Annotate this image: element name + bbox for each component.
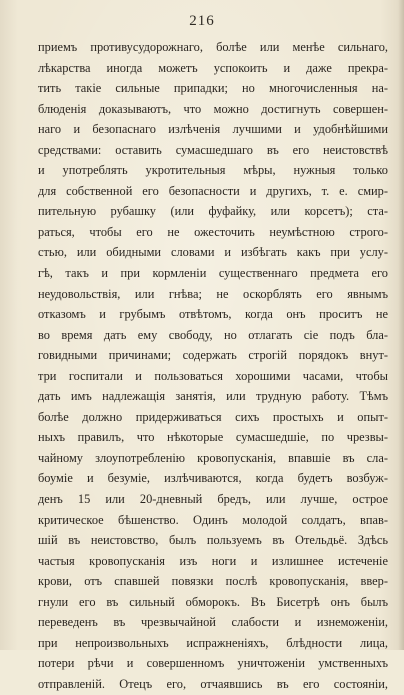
text-line: болѣе должно придерживаться сихъ простыхъ и опыт- xyxy=(38,409,388,424)
text-line: лѣкарства иногда можетъ успокоить и даже прекра- xyxy=(38,60,388,75)
text-line: стью, или обидными словами и избѣгать какъ при услу- xyxy=(38,245,388,260)
text-line: гѣ, такъ и при кормленіи существеннаго предмета его xyxy=(38,266,388,281)
text-line: ныхъ правилъ, что нѣкоторые сумасшедшіе, по чрезвы- xyxy=(38,430,388,445)
text-line: тить такіе сильные припадки; но многочисленныя на- xyxy=(38,81,388,96)
text-line: отправленій. Отецъ его, отчаявшись въ его состояніи, xyxy=(38,676,388,691)
text-line: потери рѣчи и совершенномъ уничтоженіи умственныхъ xyxy=(38,656,388,671)
text-line: критическое бѣшенство. Одинъ молодой солдатъ, впав- xyxy=(38,512,388,527)
text-line: пительную рубашку (или фуфайку, или корсетъ); ста- xyxy=(38,204,388,219)
page-edge-shadow xyxy=(398,0,404,650)
text-line: говидными причинами; содержать строгій порядокъ внут- xyxy=(38,348,388,363)
text-line: во время дать ему свободу, но отлагать сіе подъ бла- xyxy=(38,327,388,342)
text-line: средствами: оставить сумасшедшаго въ его неистовствѣ xyxy=(38,142,388,157)
text-line: и употреблять укротительныя мѣры, нужныя только xyxy=(38,163,388,178)
text-line: чайному злоупотребленію кровопусканія, впавшіе въ сла- xyxy=(38,450,388,465)
text-line: боумie и безумie, излѣчиваются, когда будетъ возбуж- xyxy=(38,471,388,486)
text-line: переведенъ въ чрезвычайной слабости и изнеможеніи, xyxy=(38,615,388,630)
text-line: крови, отъ спавшей повязки послѣ кровопусканія, ввер- xyxy=(38,574,388,589)
text-line: блюденія доказываютъ, что можно достигнуть совершен- xyxy=(38,101,388,116)
text-line: отказомъ и грубымъ отвѣтомъ, когда онъ проситъ не xyxy=(38,307,388,322)
text-line: неудовольствія, или гнѣва; не оскорблять его явнымъ xyxy=(38,286,388,301)
text-line: наго и безопаснаго излѣченія лучшими и удобнѣйшими xyxy=(38,122,388,137)
text-line: раться, чтобы его не ожесточить неумѣстною строго- xyxy=(38,224,388,239)
text-line: шій въ неистовство, былъ пользуемъ въ Отельдьё. Здѣсь xyxy=(38,533,388,548)
text-line: приемъ противусудорожнаго, болѣе или менѣе сильнаго, xyxy=(38,40,388,54)
text-line: для собственной его безопасности и другихъ, т. е. смир- xyxy=(38,183,388,198)
text-line: частыя кровопусканія изъ ноги и излишнее истеченіе xyxy=(38,553,388,568)
text-line: гнули его въ сильный обморокъ. Въ Бисетрѣ онъ былъ xyxy=(38,594,388,609)
text-line: денъ 15 или 20-дневный бредъ, или лучше, острое xyxy=(38,492,388,507)
page-number: 216 xyxy=(189,13,215,29)
text-line: дать имъ надлежащія занятія, или трудную работу. Тѣмъ xyxy=(38,389,388,404)
text-line: три госпитали и пользоваться хорошими часами, чтобы xyxy=(38,368,388,383)
body-text xyxy=(38,37,388,695)
text-line: при непроизвольныхъ испражненіяхъ, блѣдности лица, xyxy=(38,635,388,650)
